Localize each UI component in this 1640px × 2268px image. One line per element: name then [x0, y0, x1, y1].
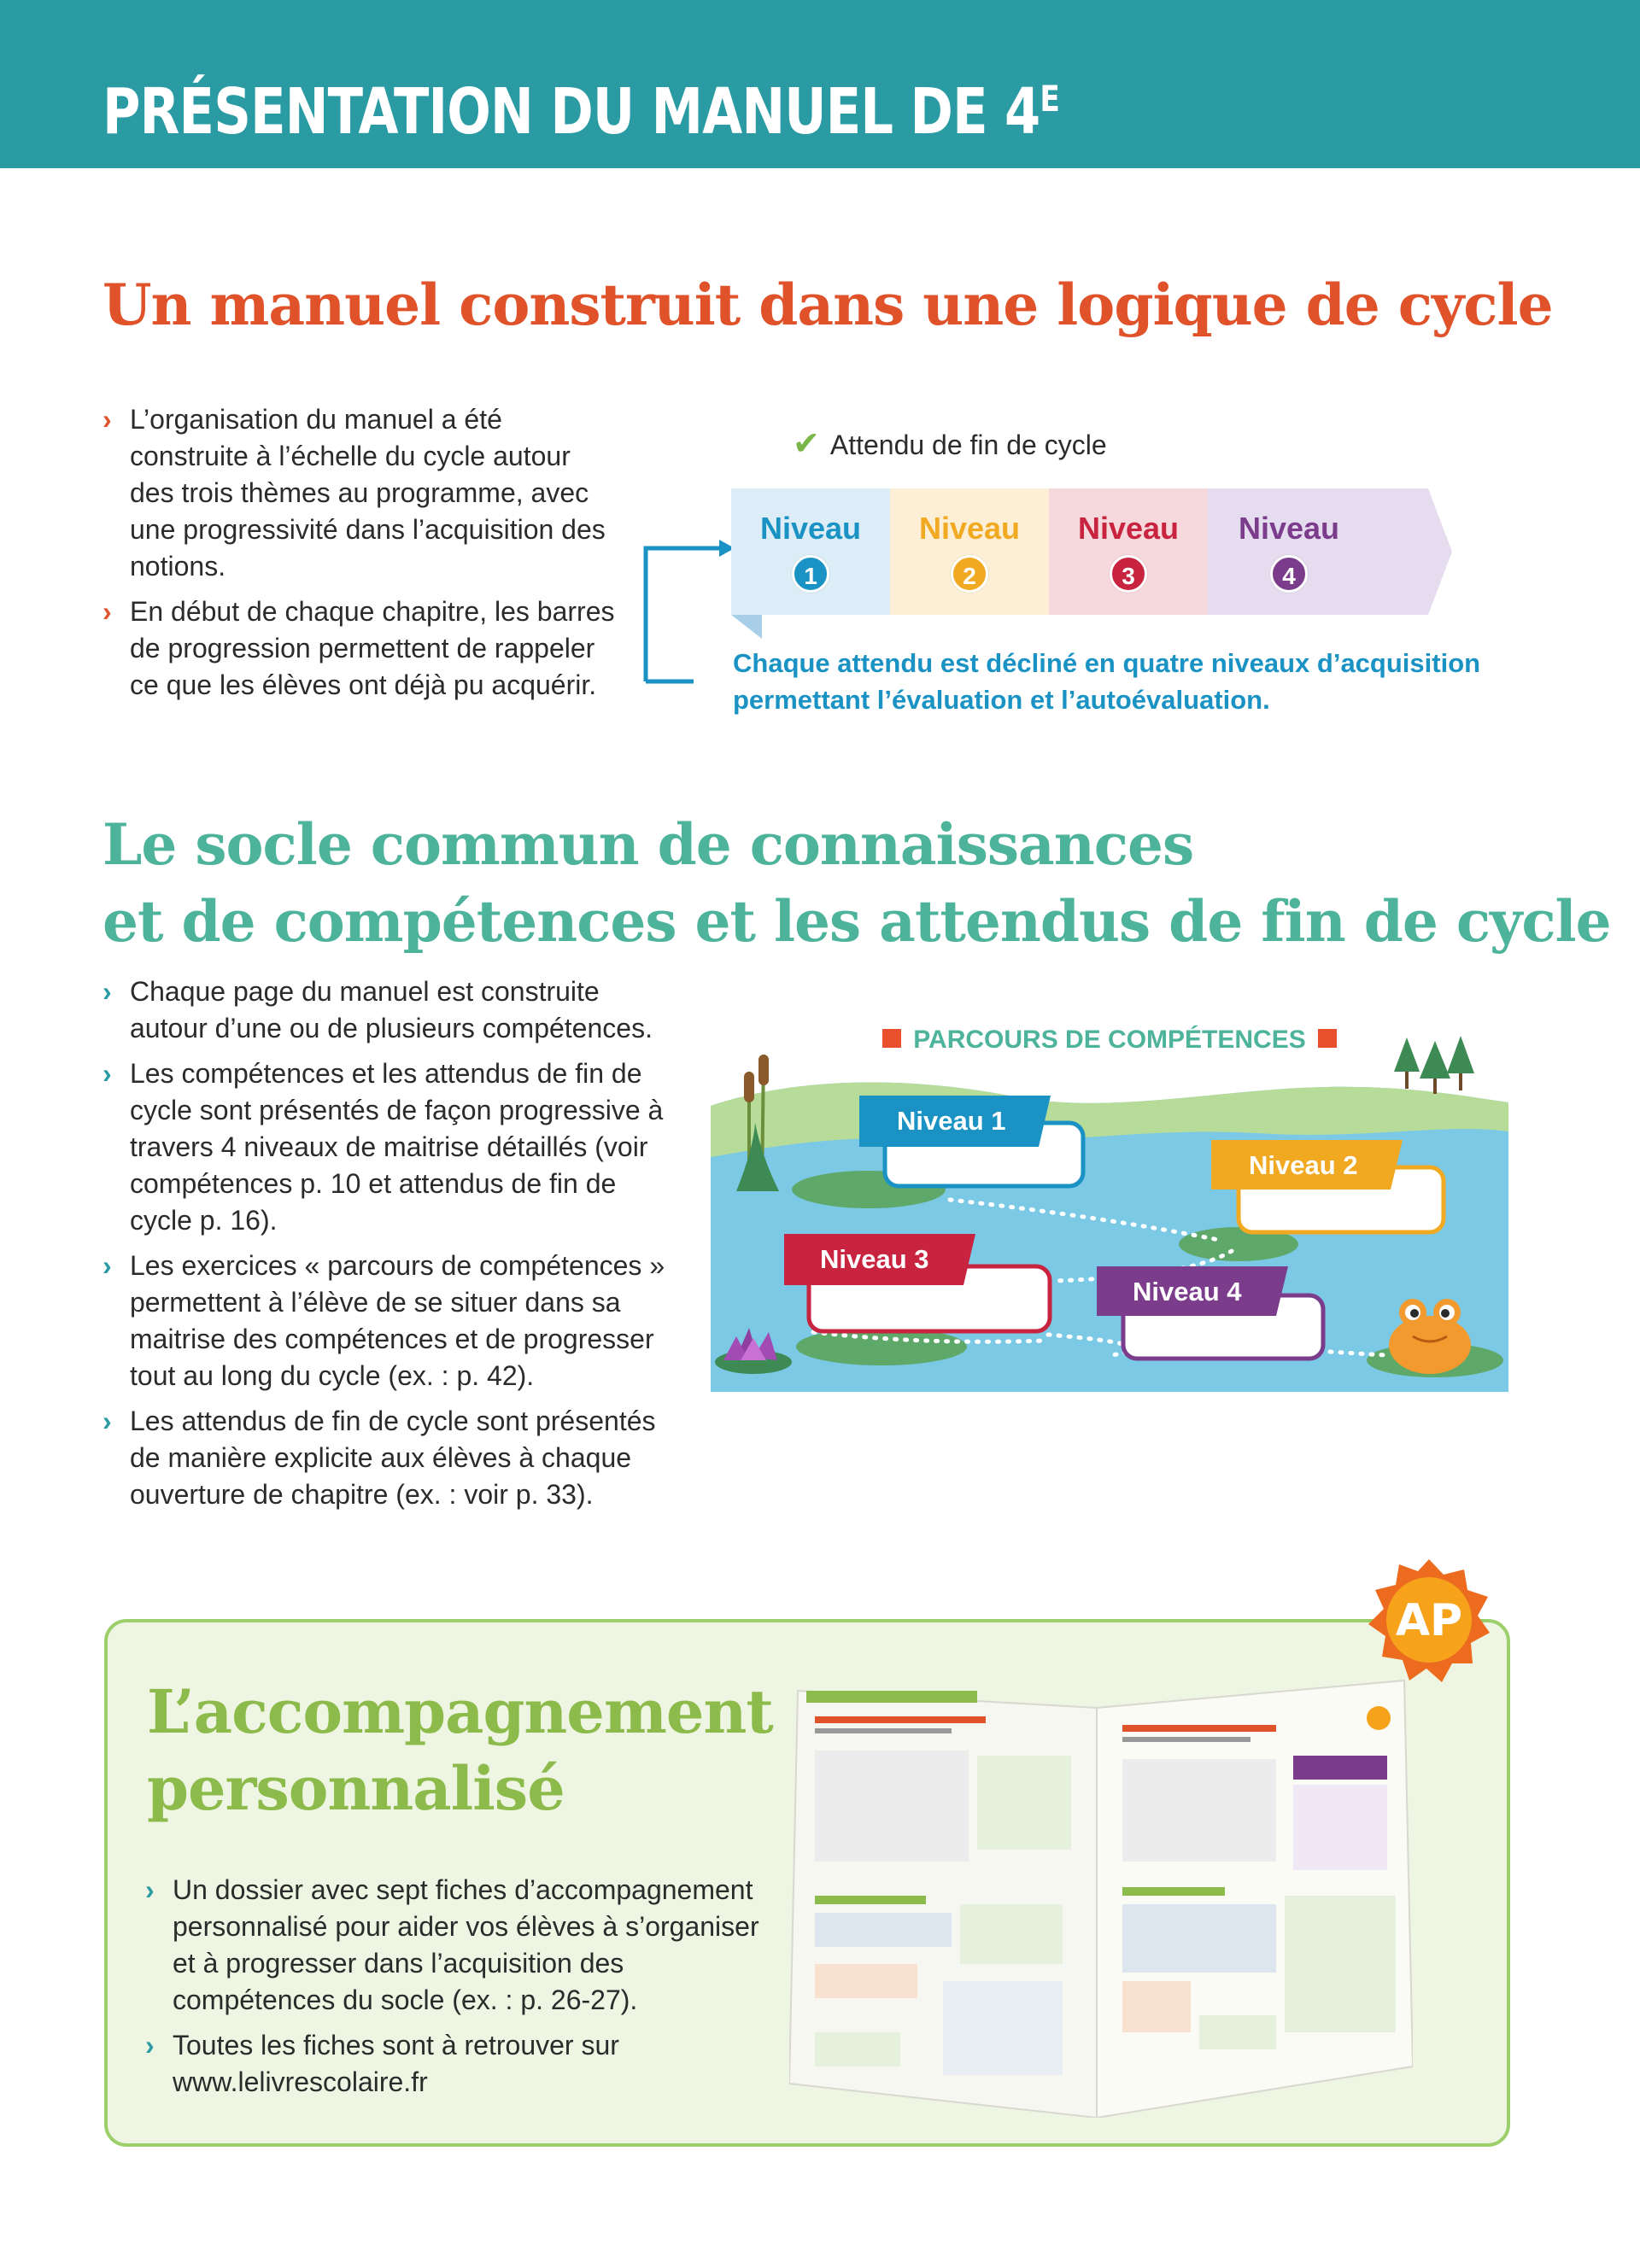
parcours-level-4: Niveau 4 [1133, 1277, 1242, 1306]
chevron-right-icon: › [102, 1058, 112, 1089]
level-4 [1208, 488, 1404, 615]
chevron-right-icon: › [102, 404, 112, 435]
level-bar-caption: Chaque attendu est décliné en quatre niveaux d’acquisition permettant l’évaluation et l’autoévaluation. [733, 648, 1481, 715]
list-item: › Chaque page du manuel est construite autour d’une ou de plusieurs compétences. [102, 973, 683, 1047]
level-number-badge: 1 [792, 555, 829, 593]
level-label: Niveau [759, 511, 862, 546]
section3-bullet-list [145, 1872, 777, 2109]
level-number-badge: 2 [951, 555, 988, 593]
open-book-image [789, 1674, 1413, 2118]
list-item: › Un dossier avec sept fiches d’accompagnement personnalisé pour aider vos élèves à s’organiser et à progresser dans l’acquisition des compétences du socle (ex. : p. 26-27). [145, 1872, 777, 2019]
attendu-label: ✔ Attendu de fin de cycle [793, 426, 1107, 462]
pond-scene [711, 1020, 1508, 1392]
chevron-right-icon: › [102, 1406, 112, 1436]
arrow-tip-icon [1404, 488, 1452, 615]
section3-title-line1: L’accompagnement [147, 1676, 773, 1747]
parcours-level-2: Niveau 2 [1249, 1150, 1358, 1180]
ap-badge-icon [1365, 1556, 1493, 1684]
section2-title-line2: et de compétences et les attendus de fin de cycle [102, 888, 1611, 955]
square-icon [1318, 1029, 1337, 1048]
parcours-level-3: Niveau 3 [820, 1244, 929, 1274]
list-item: › L’organisation du manuel a été construite à l’échelle du cycle autour des trois thèmes au programme, avec une progressivité dans l’acquisition des notions. [102, 401, 615, 585]
list-item: › Les compétences et les attendus de fin de cycle sont présentés de façon progressive à travers 4 niveaux de maitrise détaillés (voir compétences p. 10 et attendus de fin de cycle p. 16). [102, 1055, 683, 1239]
parcours-title: PARCOURS DE COMPÉTENCES [711, 1026, 1508, 1055]
level-3 [1049, 488, 1208, 615]
section2-title-line1: Le socle commun de connaissances [102, 811, 1194, 878]
ribbon-fold-icon [731, 615, 762, 639]
parcours-illustration [711, 1020, 1508, 1392]
checkmark-icon: ✔ [793, 426, 820, 462]
section3-title-line2: personnalisé [147, 1753, 565, 1824]
list-item: › En début de chaque chapitre, les barres de progression permettent de rappeler ce que les élèves ont déjà pu acquérir. [102, 593, 615, 704]
square-icon [882, 1029, 901, 1048]
chevron-right-icon: › [145, 1874, 155, 1905]
connector-arrow-icon [642, 540, 736, 685]
level-progress-bar [731, 488, 1452, 615]
level-number-badge: 4 [1270, 555, 1308, 593]
section1-title: Un manuel construit dans une logique de cycle [102, 272, 1553, 338]
list-item: › Les attendus de fin de cycle sont présentés de manière explicite aux élèves à chaque ouverture de chapitre (ex. : voir p. 33). [102, 1403, 683, 1513]
section2-bullet-list [102, 973, 683, 1522]
level-2 [890, 488, 1049, 615]
chevron-right-icon: › [102, 976, 112, 1007]
list-item: › Les exercices « parcours de compétences » permettent à l’élève de se situer dans sa maitrise des compétences et de progresser tout au long du cycle (ex. : p. 42). [102, 1248, 683, 1394]
level-1 [731, 488, 890, 615]
level-label: Niveau [918, 511, 1021, 546]
parcours-level-1: Niveau 1 [897, 1106, 1006, 1136]
page-title: PRÉSENTATION DU MANUEL DE $4^E$ [102, 75, 1060, 149]
svg-text:AP: AP [1395, 1595, 1463, 1646]
chevron-right-icon: › [102, 596, 112, 627]
level-label: Niveau [1077, 511, 1180, 546]
level-label: Niveau [1238, 511, 1340, 546]
section1-bullet-list [102, 401, 615, 712]
level-number-badge: 3 [1110, 555, 1147, 593]
chevron-right-icon: › [145, 2030, 155, 2060]
list-item: › Toutes les fiches sont à retrouver sur www.lelivrescolaire.fr [145, 2027, 777, 2101]
chevron-right-icon: › [102, 1250, 112, 1281]
